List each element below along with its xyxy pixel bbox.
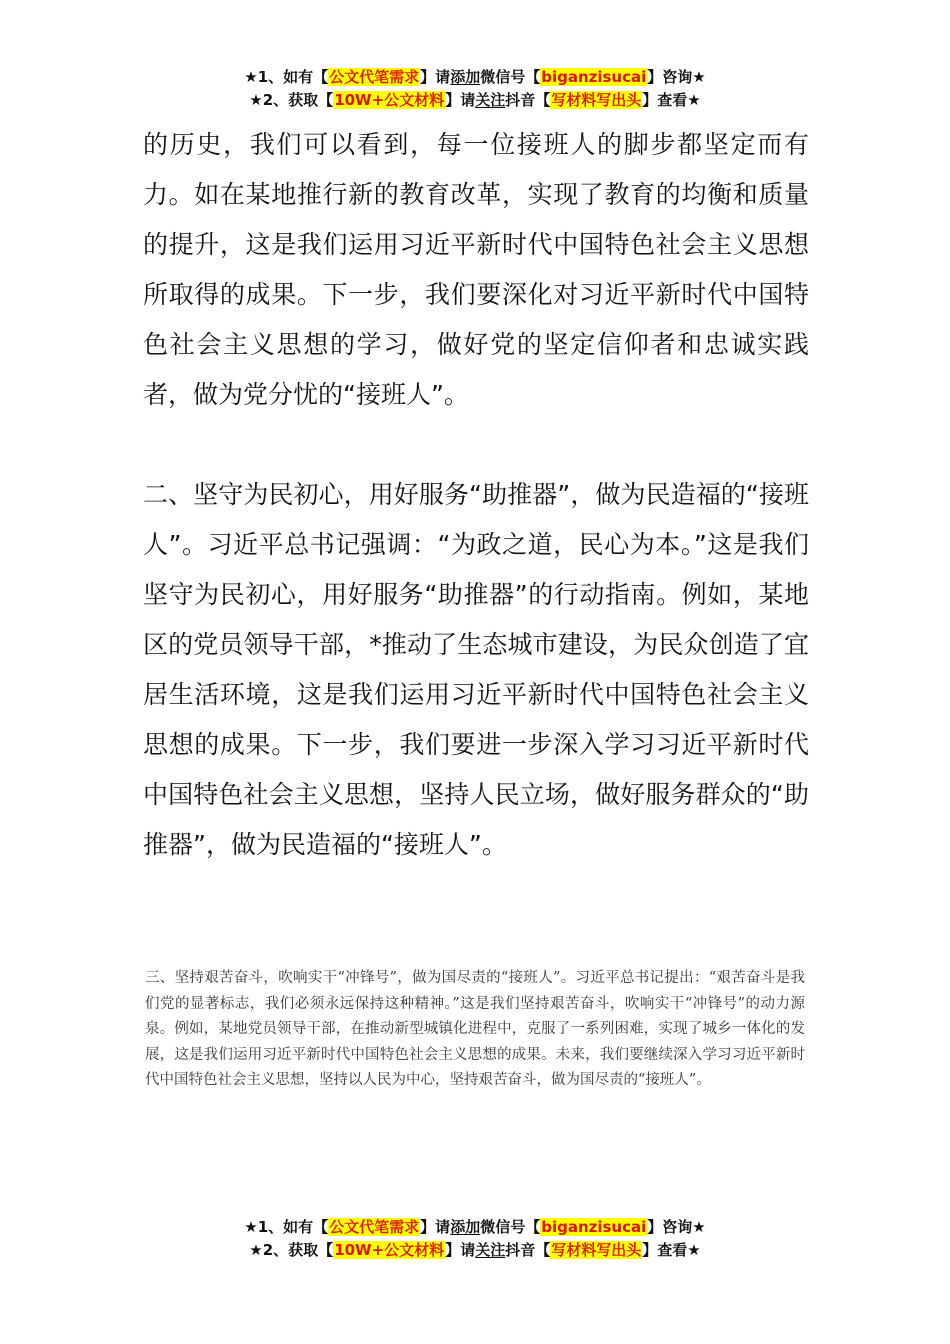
underlined-text: 关注 (475, 1241, 506, 1259)
footer-banner (0, 1216, 950, 1262)
banner-text: 】查看★ (642, 91, 701, 109)
banner-text: 】咨询★ (647, 68, 706, 86)
paragraph-3: 三、坚持艰苦奋斗，吹响实干“冲锋号”，做为国尽责的“接班人”。习近平总书记提出：“艰苦奋斗是我们党的显著标志，我们必须永远保持这种精神。”这是我们坚持艰苦奋斗，吹响实干“冲锋号”的动力源泉。例如，某地党员领导干部，在推动新型城镇化进程中，克服了一系列困难，实现了城乡一体化的发展，这是我们运用习近平新时代中国特色社会主义思想的成果。未来，我们要继续深入学习习近平新时代中国特色社会主义思想，坚持以人民为中心，坚持艰苦奋斗，做为国尽责的“接班人”。 (145, 970, 805, 1088)
banner-text: 微信号【 (480, 68, 541, 86)
banner-text: 】请 (420, 68, 451, 86)
highlight-materials: 10W+公文材料 (334, 1241, 445, 1259)
banner-text: 抖音【 (505, 91, 551, 109)
banner-line-1 (0, 66, 950, 89)
banner-text: 】请 (420, 1218, 451, 1236)
highlight-service: 公文代笔需求 (329, 1218, 420, 1236)
banner-line-1 (0, 1216, 950, 1239)
underlined-text: 添加 (450, 68, 481, 86)
banner-text: 】咨询★ (647, 1218, 706, 1236)
paragraph-2: 二、坚守为民初心，用好服务“助推器”，做为民造福的“接班人”。习近平总书记强调：“为政之道，民心为本。”这是我们坚守为民初心，用好服务“助推器”的行动指南。例如，某地区的党员领导干部，*推动了生态城市建设，为民众创造了宜居生活环境，这是我们运用习近平新时代中国特色社会主义思想的成果。下一步，我们要进一步深入学习习近平新时代中国特色社会主义思想，坚持人民立场，做好服务群众的“助推器”，做为民造福的“接班人”。 (143, 480, 809, 859)
underlined-text: 关注 (475, 91, 506, 109)
highlight-wechat-id: biganzisucai (541, 68, 647, 86)
underlined-text: 添加 (450, 1218, 481, 1236)
paragraph-1: 的历史，我们可以看到，每一位接班人的脚步都坚定而有力。如在某地推行新的教育改革，实现了教育的均衡和质量的提升，这是我们运用习近平新时代中国特色社会主义思想所取得的成果。下一步，我们要深化对习近平新时代中国特色社会主义思想的学习，做好党的坚定信仰者和忠诚实践者，做为党分忧的“接班人”。 (143, 130, 809, 409)
banner-text: 】请 (445, 91, 476, 109)
highlight-douyin-id: 写材料写出头 (551, 91, 642, 109)
banner-text: 抖音【 (505, 1241, 551, 1259)
banner-text: ★1、如有【 (244, 68, 329, 86)
banner-line-2 (0, 1239, 950, 1262)
banner-text: ★1、如有【 (244, 1218, 329, 1236)
highlight-wechat-id: biganzisucai (541, 1218, 647, 1236)
header-banner (0, 66, 950, 112)
banner-text: ★2、获取【 (249, 1241, 334, 1259)
banner-text: 】请 (445, 1241, 476, 1259)
highlight-materials: 10W+公文材料 (334, 91, 445, 109)
banner-text: 】查看★ (642, 1241, 701, 1259)
highlight-douyin-id: 写材料写出头 (551, 1241, 642, 1259)
banner-text: ★2、获取【 (249, 91, 334, 109)
banner-line-2 (0, 89, 950, 112)
highlight-service: 公文代笔需求 (329, 68, 420, 86)
banner-text: 微信号【 (480, 1218, 541, 1236)
